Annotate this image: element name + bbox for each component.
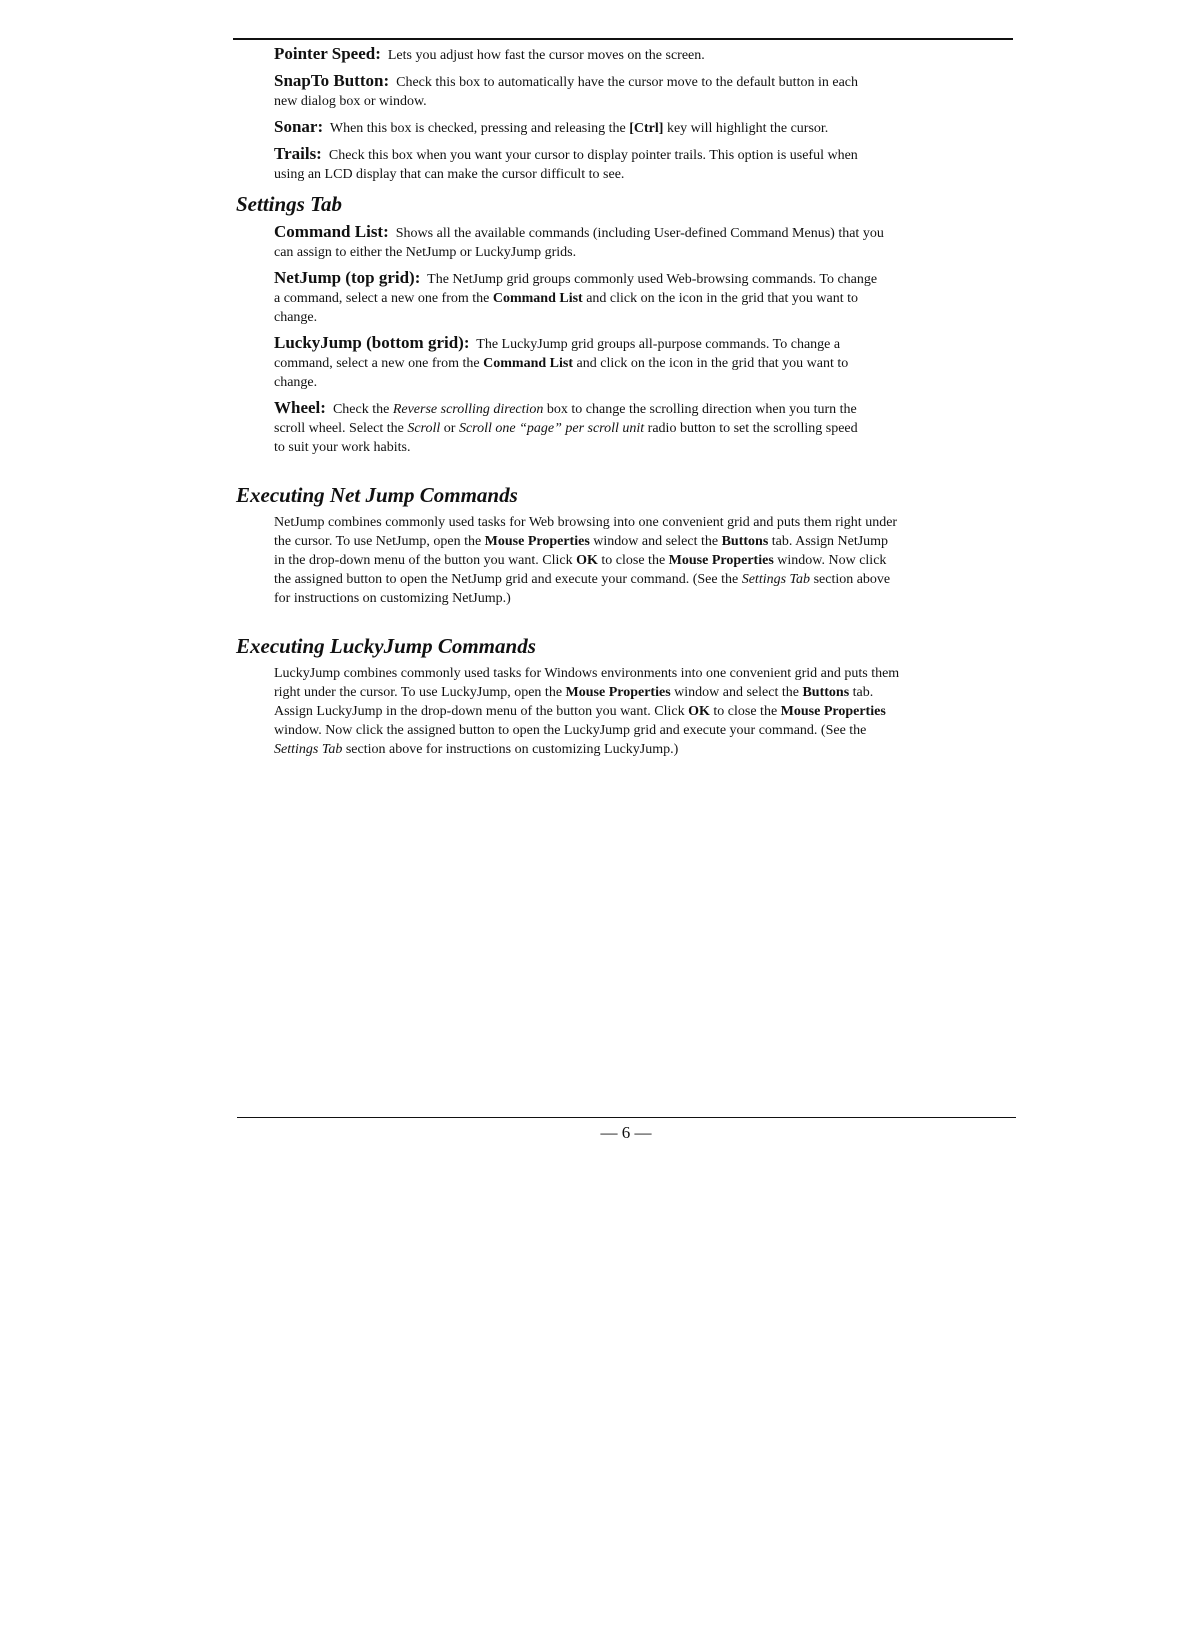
- pointer-speed-entry: [274, 44, 1016, 65]
- lj-p2: right under the cursor. To use LuckyJump, open the: [274, 685, 566, 700]
- sonar-text-b: key will highlight the cursor.: [663, 121, 829, 136]
- luckyjump-grid-text-a: The LuckyJump grid groups all-purpose commands. To change a: [476, 337, 841, 352]
- nj-p4: tab. Assign NetJump: [768, 534, 889, 549]
- page-number: — 6 —: [600, 1123, 652, 1142]
- nj-p7: window. Now click: [773, 553, 887, 568]
- settings-tab-heading: Settings Tab: [236, 192, 343, 216]
- luckyjump-grid-text-c: and click on the icon in the grid that you want to: [573, 356, 849, 371]
- lj-p4: tab.: [849, 685, 874, 700]
- wheel-t3: scroll wheel. Select the: [274, 421, 408, 436]
- nj-p10: for instructions on customizing NetJump.): [274, 591, 511, 606]
- wheel-term: Wheel:: [274, 398, 326, 417]
- wheel-t4: or: [440, 421, 459, 436]
- wheel-i1: Reverse scrolling direction: [392, 402, 544, 417]
- wheel-t1: Check the: [332, 402, 393, 417]
- top-rule: [233, 38, 1013, 40]
- netjump-grid-text-d: change.: [274, 310, 318, 325]
- pointer-speed-text: Lets you adjust how fast the cursor moves on the screen.: [387, 48, 705, 63]
- wheel-entry: [274, 398, 1016, 457]
- lj-p5: Assign LuckyJump in the drop-down menu of the button you want. Click: [274, 704, 689, 719]
- luckyjump-section-paragraph: [274, 664, 1016, 759]
- nj-b4: Mouse Properties: [668, 553, 774, 568]
- netjump-grid-text-b: a command, select a new one from the: [274, 291, 493, 306]
- luckyjump-grid-text-b: command, select a new one from the: [274, 356, 484, 371]
- netjump-section-heading: Executing Net Jump Commands: [236, 483, 518, 507]
- luckyjump-grid-entry: [274, 333, 1016, 392]
- netjump-command-list: Command List: [492, 291, 583, 306]
- luckyjump-grid-text-d: change.: [274, 375, 318, 390]
- nj-p3: window and select the: [589, 534, 722, 549]
- ctrl-key: [Ctrl]: [629, 121, 664, 136]
- lj-i1: Settings Tab: [274, 742, 343, 757]
- lj-b2: Buttons: [802, 685, 850, 700]
- wheel-t2: box to change the scrolling direction when you turn the: [543, 402, 857, 417]
- nj-b1: Mouse Properties: [484, 534, 590, 549]
- nj-p8: the assigned button to open the NetJump grid and execute your command. (See the: [274, 572, 742, 587]
- netjump-grid-text-a: The NetJump grid groups commonly used Web-browsing commands. To change: [427, 272, 878, 287]
- sonar-entry: [274, 117, 1016, 138]
- lj-p7: window. Now click the assigned button to open the LuckyJump grid and execute your command. (See the: [274, 723, 867, 738]
- command-list-term: Command List:: [274, 222, 389, 241]
- netjump-grid-term: NetJump (top grid):: [274, 268, 421, 287]
- lj-p8: section above for instructions on customizing LuckyJump.): [342, 742, 679, 757]
- trails-text-1: Check this box when you want your cursor to display pointer trails. This option is useful when: [328, 148, 858, 163]
- luckyjump-section-heading: Executing LuckyJump Commands: [236, 634, 536, 658]
- nj-p9: section above: [810, 572, 891, 587]
- luckyjump-grid-term: LuckyJump (bottom grid):: [274, 333, 470, 352]
- pointer-speed-term: Pointer Speed:: [274, 44, 381, 63]
- nj-p5: in the drop-down menu of the button you want. Click: [274, 553, 577, 568]
- wheel-t6: to suit your work habits.: [274, 440, 411, 455]
- wheel-t5: radio button to set the scrolling speed: [644, 421, 858, 436]
- nj-b2: Buttons: [721, 534, 769, 549]
- trails-entry: [274, 144, 1016, 184]
- nj-p6: to close the: [597, 553, 669, 568]
- luckyjump-command-list: Command List: [483, 356, 574, 371]
- lj-p6: to close the: [709, 704, 781, 719]
- wheel-i2: Scroll: [407, 421, 441, 436]
- netjump-section-paragraph: [274, 513, 1016, 608]
- lj-p3: window and select the: [670, 685, 803, 700]
- snapto-text-2: new dialog box or window.: [274, 94, 427, 109]
- netjump-grid-entry: [274, 268, 1016, 327]
- lj-b1: Mouse Properties: [565, 685, 671, 700]
- trails-term: Trails:: [274, 144, 322, 163]
- wheel-i3: Scroll one “page” per scroll unit: [458, 421, 645, 436]
- lj-b3: OK: [688, 704, 710, 719]
- sonar-text-a: When this box is checked, pressing and releasing the: [329, 121, 630, 136]
- nj-i1: Settings Tab: [741, 572, 811, 587]
- snapto-entry: [274, 71, 1016, 111]
- bottom-rule: [237, 1117, 1016, 1118]
- nj-p2: the cursor. To use NetJump, open the: [274, 534, 485, 549]
- page-content: [236, 44, 1016, 759]
- snapto-term: SnapTo Button:: [274, 71, 390, 90]
- snapto-text-1: Check this box to automatically have the cursor move to the default button in each: [396, 75, 858, 90]
- command-list-text-2: can assign to either the NetJump or LuckyJump grids.: [274, 245, 577, 260]
- sonar-term: Sonar:: [274, 117, 324, 136]
- command-list-entry: [274, 222, 1016, 262]
- nj-p1: NetJump combines commonly used tasks for Web browsing into one convenient grid and puts them right under: [274, 515, 898, 530]
- lj-p1: LuckyJump combines commonly used tasks for Windows environments into one convenient grid and puts them: [274, 666, 900, 681]
- netjump-grid-text-c: and click on the icon in the grid that you want to: [582, 291, 858, 306]
- command-list-text-1: Shows all the available commands (including User-defined Command Menus) that you: [395, 226, 884, 241]
- lj-b4: Mouse Properties: [780, 704, 886, 719]
- trails-text-2: using an LCD display that can make the cursor difficult to see.: [274, 167, 625, 182]
- nj-b3: OK: [576, 553, 598, 568]
